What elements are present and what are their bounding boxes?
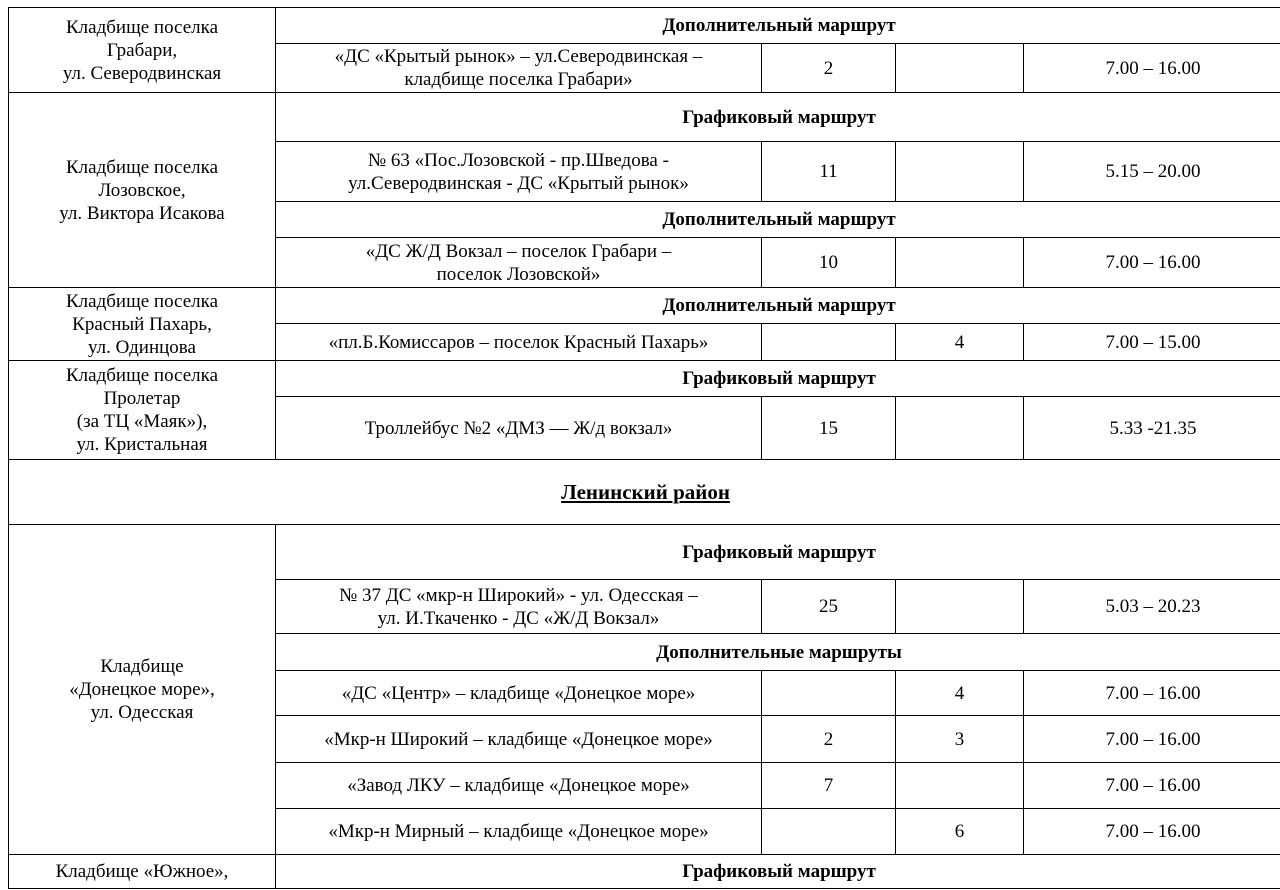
table-row: [9, 460, 1280, 525]
time-value: 5.03 – 20.23: [1024, 580, 1280, 634]
col-b-value: [896, 397, 1024, 460]
time-value: 7.00 – 16.00: [1024, 809, 1280, 855]
district-heading: Ленинский район: [9, 460, 1280, 525]
col-b-value: [896, 44, 1024, 93]
col-a-value: 2: [762, 716, 896, 763]
route-type-header: Дополнительный маршрут: [276, 202, 1280, 238]
col-a-value: 10: [762, 238, 896, 288]
route-name: «пл.Б.Комиссаров – поселок Красный Пахарь»: [276, 324, 762, 361]
col-b-value: [896, 238, 1024, 288]
route-name: «Завод ЛКУ – кладбище «Донецкое море»: [276, 763, 762, 809]
route-name: «ДС «Центр» – кладбище «Донецкое море»: [276, 671, 762, 716]
col-a-value: 15: [762, 397, 896, 460]
cemetery-cell: Кладбище поселка Лозовское, ул. Виктора Исакова: [9, 93, 276, 288]
route-name: Троллейбус №2 «ДМЗ — Ж/д вокзал»: [276, 397, 762, 460]
col-a-value: [762, 809, 896, 855]
cemetery-cell: Кладбище поселка Грабари, ул. Северодвинская: [9, 8, 276, 93]
col-a-value: 2: [762, 44, 896, 93]
route-type-header: Дополнительные маршруты: [276, 634, 1280, 671]
col-b-value: 4: [896, 671, 1024, 716]
route-name: «ДС «Крытый рынок» – ул.Северодвинская – кладбище поселка Грабари»: [276, 44, 762, 93]
time-value: 7.00 – 16.00: [1024, 238, 1280, 288]
table-row: [9, 855, 1280, 889]
cemetery-cell: Кладбище «Донецкое море», ул. Одесская: [9, 525, 276, 855]
table-row: [9, 361, 1280, 397]
col-a-value: 11: [762, 142, 896, 202]
col-b-value: [896, 142, 1024, 202]
time-value: 7.00 – 16.00: [1024, 44, 1280, 93]
route-name: «Мкр-н Мирный – кладбище «Донецкое море»: [276, 809, 762, 855]
col-b-value: [896, 763, 1024, 809]
time-value: 7.00 – 16.00: [1024, 763, 1280, 809]
col-b-value: 6: [896, 809, 1024, 855]
time-value: 5.33 -21.35: [1024, 397, 1280, 460]
col-a-value: 25: [762, 580, 896, 634]
route-type-header: Графиковый маршрут: [276, 525, 1280, 580]
route-name: № 63 «Пос.Лозовской - пр.Шведова - ул.Северодвинская - ДС «Крытый рынок»: [276, 142, 762, 202]
route-type-header: Графиковый маршрут: [276, 93, 1280, 142]
col-b-value: [896, 580, 1024, 634]
time-value: 7.00 – 15.00: [1024, 324, 1280, 361]
route-name: «Мкр-н Широкий – кладбище «Донецкое море»: [276, 716, 762, 763]
cemetery-cell: Кладбище поселка Красный Пахарь, ул. Одинцова: [9, 288, 276, 361]
table-row: [9, 8, 1280, 44]
col-b-value: 3: [896, 716, 1024, 763]
table-row: [9, 93, 1280, 142]
cemetery-cell: Кладбище «Южное»,: [9, 855, 276, 889]
table-row: [9, 288, 1280, 324]
schedule-table: [8, 7, 1280, 889]
route-type-header: Графиковый маршрут: [276, 855, 1280, 889]
cemetery-cell: Кладбище поселка Пролетар (за ТЦ «Маяк»), ул. Кристальная: [9, 361, 276, 460]
col-b-value: 4: [896, 324, 1024, 361]
table-row: [9, 525, 1280, 580]
route-type-header: Графиковый маршрут: [276, 361, 1280, 397]
route-name: «ДС Ж/Д Вокзал – поселок Грабари – поселок Лозовской»: [276, 238, 762, 288]
route-type-header: Дополнительный маршрут: [276, 8, 1280, 44]
route-name: № 37 ДС «мкр-н Широкий» - ул. Одесская – ул. И.Ткаченко - ДС «Ж/Д Вокзал»: [276, 580, 762, 634]
col-a-value: 7: [762, 763, 896, 809]
time-value: 7.00 – 16.00: [1024, 716, 1280, 763]
col-a-value: [762, 671, 896, 716]
col-a-value: [762, 324, 896, 361]
time-value: 7.00 – 16.00: [1024, 671, 1280, 716]
route-type-header: Дополнительный маршрут: [276, 288, 1280, 324]
time-value: 5.15 – 20.00: [1024, 142, 1280, 202]
